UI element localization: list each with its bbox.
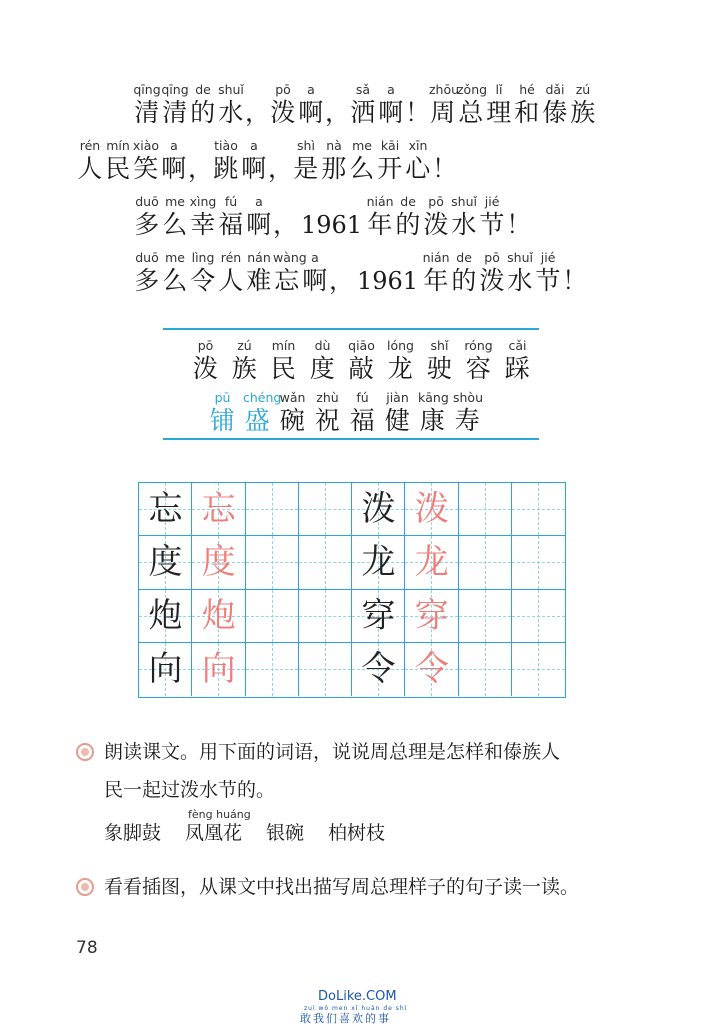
pinyin: me	[352, 138, 372, 153]
pinyin: zú	[575, 82, 591, 97]
exercise-1-line-1: 朗读课文。用下面的词语，说说周总理是怎样和傣族人	[104, 741, 561, 763]
grid-cell	[299, 483, 352, 536]
pinyin: a	[250, 138, 258, 153]
model-character: 向	[148, 648, 183, 689]
ruby-word	[320, 138, 348, 185]
pinyin: mín	[271, 338, 296, 353]
poem-line-4	[133, 250, 586, 297]
hanzi: 节	[535, 266, 561, 295]
grid-cell	[512, 643, 565, 696]
hanzi: 啊	[161, 154, 187, 183]
hanzi: 啊	[241, 154, 267, 183]
pinyin: me	[165, 194, 185, 209]
hanzi: 多	[134, 210, 160, 239]
pinyin: wǎn	[279, 390, 306, 405]
model-character: 度	[148, 542, 183, 583]
ruby-word	[190, 338, 221, 385]
pinyin: xīn	[408, 138, 428, 153]
ruby-word	[463, 338, 494, 385]
ruby-word	[569, 82, 597, 129]
hanzi: 忘	[274, 266, 300, 295]
ruby-word	[485, 82, 513, 129]
hanzi: 么	[162, 266, 188, 295]
ruby-word	[217, 250, 245, 297]
hanzi: 和	[514, 98, 540, 127]
hanzi: 祝	[314, 406, 341, 435]
pinyin: pō	[197, 338, 214, 353]
ruby-word	[513, 82, 541, 129]
hanzi: 健	[384, 406, 411, 435]
pinyin: kāng	[418, 390, 449, 405]
hanzi: 的	[190, 98, 216, 127]
hanzi: 碗	[279, 406, 306, 435]
pinyin: kāi	[380, 138, 400, 153]
pinyin: sǎ	[355, 82, 371, 97]
exercise-1-bullet-icon	[76, 743, 94, 761]
hanzi: 啊	[246, 210, 272, 239]
trace-character: 向	[201, 648, 236, 689]
pinyin: shuǐ	[451, 194, 477, 209]
ruby-word	[268, 338, 299, 385]
pinyin: de	[195, 82, 211, 97]
exercise-2-text: 看看插图，从课文中找出描写周总理样子的句子读一读。	[104, 876, 580, 898]
ruby-word	[424, 338, 455, 385]
pinyin: shǐ	[430, 338, 449, 353]
hanzi: 是	[293, 154, 319, 183]
hanzi: 多	[134, 266, 160, 295]
hanzi: 水	[451, 210, 477, 239]
hanzi: 年	[423, 266, 449, 295]
pinyin: xìng	[189, 194, 217, 209]
hanzi: 福	[218, 210, 244, 239]
ruby-word	[240, 138, 268, 185]
poem-line-3	[133, 194, 530, 241]
ruby-word	[376, 138, 404, 185]
hanzi: 龙	[387, 354, 414, 383]
ruby-word	[422, 250, 450, 297]
ruby-word	[385, 338, 416, 385]
ruby-word	[450, 194, 478, 241]
trace-character: 泼	[414, 489, 449, 529]
pinyin: nà	[326, 138, 342, 153]
hanzi: 那	[321, 154, 347, 183]
pinyin: shuǐ	[218, 82, 244, 97]
hanzi: 傣	[542, 98, 568, 127]
ruby-word	[161, 250, 189, 297]
grid-cell	[299, 643, 352, 696]
hanzi: 族	[231, 354, 258, 383]
ruby-word	[404, 138, 432, 185]
year-number: 1961	[357, 267, 419, 295]
ruby-word	[292, 138, 320, 185]
pinyin: a	[387, 82, 395, 97]
hanzi: 民	[105, 154, 131, 183]
grid-cell	[459, 536, 512, 589]
pinyin: duō	[135, 250, 159, 265]
punctuation: ，	[268, 154, 294, 183]
pinyin: nián	[366, 194, 394, 209]
pinyin: nán	[247, 250, 271, 265]
ruby-word	[273, 250, 307, 297]
hanzi: 开	[377, 154, 403, 183]
hanzi: 清	[134, 98, 160, 127]
ruby-word	[301, 250, 329, 297]
hanzi: 啊	[302, 266, 328, 295]
pinyin: pō	[484, 250, 500, 265]
hanzi: 幸	[190, 210, 216, 239]
grid-cell	[459, 483, 512, 536]
exercise-1-line-2: 民一起过泼水节的。	[104, 779, 276, 801]
hanzi: 心	[405, 154, 431, 183]
punctuation: ！	[405, 98, 431, 127]
hanzi: 洒	[350, 98, 376, 127]
ruby-word	[457, 82, 488, 129]
hanzi: 泼	[270, 98, 296, 127]
vocab-row-1	[190, 338, 541, 385]
pinyin: zhōu	[429, 82, 460, 97]
writing-grid	[138, 482, 566, 698]
ruby-word	[422, 194, 450, 241]
hanzi: 泼	[423, 210, 449, 239]
ruby-word	[394, 194, 422, 241]
grid-cell	[512, 536, 565, 589]
pinyin: lǐ	[495, 82, 503, 97]
ruby-word	[307, 338, 338, 385]
ruby-word	[132, 138, 160, 185]
model-character: 炮	[148, 595, 183, 636]
ruby-word	[383, 390, 412, 437]
trace-character: 龙	[414, 542, 449, 583]
pinyin: a	[307, 82, 315, 97]
pinyin: róng	[464, 338, 493, 353]
hanzi: 的	[395, 210, 421, 239]
hanzi: 总	[458, 98, 484, 127]
word-item: 象脚鼓	[104, 822, 162, 844]
word-item: 银碗	[266, 822, 305, 844]
hanzi: 寿	[454, 406, 481, 435]
pinyin: shì	[297, 138, 315, 153]
pinyin: a	[170, 138, 178, 153]
exercise-1-words	[104, 818, 385, 848]
ruby-word	[506, 250, 534, 297]
poem-line-1	[133, 82, 597, 129]
watermark-text: 敢我们喜欢的事	[300, 1012, 391, 1025]
ruby-word	[217, 82, 245, 129]
ruby-word	[161, 194, 189, 241]
pinyin: pō	[275, 82, 291, 97]
hanzi: 水	[507, 266, 533, 295]
hanzi: 啊	[378, 98, 404, 127]
hanzi: 人	[218, 266, 244, 295]
pinyin: de	[400, 194, 416, 209]
pinyin: zú	[237, 338, 252, 353]
grid-cell	[246, 536, 299, 589]
hanzi: 民	[270, 354, 297, 383]
pinyin: duō	[135, 194, 159, 209]
hanzi: 泼	[479, 266, 505, 295]
hanzi: 节	[479, 210, 505, 239]
hanzi: 驶	[426, 354, 453, 383]
grid-cell	[246, 483, 299, 536]
pinyin: a	[255, 194, 263, 209]
pinyin: rén	[220, 250, 242, 265]
pinyin: rén	[79, 138, 101, 153]
ruby-word	[418, 390, 447, 437]
ruby-word	[348, 138, 376, 185]
hanzi: 清	[162, 98, 188, 127]
ruby-word	[189, 250, 217, 297]
grid-cell	[459, 643, 512, 696]
punctuation: ，	[188, 154, 214, 183]
punctuation: ，	[329, 266, 355, 295]
hanzi: 的	[451, 266, 477, 295]
pinyin: nián	[422, 250, 450, 265]
hanzi: 笑	[133, 154, 159, 183]
model-character: 忘	[148, 489, 183, 529]
pinyin: pū	[214, 390, 231, 405]
hanzi: 水	[218, 98, 244, 127]
ruby-word	[208, 390, 237, 437]
ruby-word	[189, 82, 217, 129]
grid-cell	[246, 590, 299, 643]
pinyin: zǒng	[457, 82, 488, 97]
pinyin: qīng	[161, 82, 189, 97]
word-item: 柏树枝	[328, 822, 386, 844]
ruby-word	[133, 194, 161, 241]
pinyin: jiàn	[386, 390, 409, 405]
hanzi: 踩	[504, 354, 531, 383]
trace-character: 令	[414, 648, 449, 689]
ruby-word	[76, 138, 104, 185]
punctuation: ！	[506, 210, 532, 239]
ruby-word	[133, 250, 161, 297]
grid-cell	[512, 590, 565, 643]
page-number: 78	[76, 938, 98, 958]
pinyin: de	[456, 250, 472, 265]
hanzi: 么	[349, 154, 375, 183]
grid-cell	[459, 590, 512, 643]
trace-character: 穿	[414, 595, 449, 636]
hanzi: 年	[367, 210, 393, 239]
ruby-word	[212, 138, 240, 185]
vocab-row-2	[208, 390, 488, 437]
year-number: 1961	[301, 211, 363, 239]
vocab-bottom-rule	[163, 438, 539, 440]
ruby-word	[313, 390, 342, 437]
ruby-word	[104, 138, 132, 185]
model-character: 泼	[361, 489, 396, 529]
grid-cell	[512, 483, 565, 536]
pinyin: mín	[106, 138, 130, 153]
hanzi: 康	[419, 406, 446, 435]
trace-character: 忘	[201, 489, 236, 529]
ruby-word	[160, 138, 188, 185]
pinyin: dù	[314, 338, 331, 353]
pinyin: qiāo	[348, 338, 375, 353]
ruby-word	[450, 250, 478, 297]
pinyin: pō	[428, 194, 444, 209]
hanzi: 令	[190, 266, 216, 295]
pinyin: chéng	[243, 390, 282, 405]
trace-character: 度	[201, 542, 236, 583]
pinyin: shuǐ	[507, 250, 533, 265]
punctuation: ！	[432, 154, 458, 183]
vocab-top-rule	[163, 328, 539, 330]
punctuation: ，	[325, 98, 351, 127]
watermark-site: DoLike.COM	[318, 989, 397, 1004]
hanzi: 容	[465, 354, 492, 383]
pinyin: dǎi	[545, 82, 565, 97]
hanzi: 福	[349, 406, 376, 435]
ruby-word	[377, 82, 405, 129]
pinyin: xiào	[132, 138, 160, 153]
pinyin: lìng	[191, 250, 215, 265]
ruby-word	[346, 338, 377, 385]
hanzi: 人	[77, 154, 103, 183]
trace-character: 炮	[201, 595, 236, 636]
ruby-word	[534, 250, 562, 297]
pinyin: qīng	[133, 82, 161, 97]
pinyin: jié	[484, 194, 500, 209]
ruby-word	[541, 82, 569, 129]
poem-line-2	[76, 138, 456, 185]
pinyin: a	[311, 250, 319, 265]
word-item: 凤凰花	[185, 822, 243, 844]
ruby-word	[429, 82, 460, 129]
hanzi: 盛	[244, 406, 271, 435]
punctuation: ！	[562, 266, 588, 295]
hanzi: 么	[162, 210, 188, 239]
ruby-word	[245, 194, 273, 241]
ruby-word	[245, 250, 273, 297]
model-character: 龙	[361, 542, 396, 583]
pinyin: tiào	[214, 138, 238, 153]
ruby-word	[478, 194, 506, 241]
model-character: 穿	[361, 595, 396, 636]
pinyin: jié	[540, 250, 556, 265]
hanzi: 族	[570, 98, 596, 127]
punctuation: ，	[273, 210, 299, 239]
pinyin: me	[165, 250, 185, 265]
ruby-word	[189, 194, 217, 241]
pinyin: hé	[519, 82, 535, 97]
hanzi: 难	[246, 266, 272, 295]
hanzi: 泼	[192, 354, 219, 383]
exercise-1-word-pinyin: fèng huáng	[188, 808, 251, 821]
ruby-word	[349, 82, 377, 129]
ruby-word	[161, 82, 189, 129]
pinyin: shòu	[453, 390, 484, 405]
pinyin: fú	[224, 194, 238, 209]
ruby-word	[243, 390, 282, 437]
ruby-word	[502, 338, 533, 385]
punctuation: ，	[245, 98, 271, 127]
pinyin: lóng	[387, 338, 414, 353]
grid-cell	[299, 590, 352, 643]
pinyin: cǎi	[508, 338, 527, 353]
ruby-word	[366, 194, 394, 241]
pinyin: zhù	[316, 390, 339, 405]
ruby-word	[348, 390, 377, 437]
pinyin: wàng	[273, 250, 307, 265]
exercise-2-bullet-icon	[76, 878, 94, 896]
ruby-word	[297, 82, 325, 129]
hanzi: 铺	[209, 406, 236, 435]
ruby-word	[269, 82, 297, 129]
hanzi: 跳	[213, 154, 239, 183]
hanzi: 理	[486, 98, 512, 127]
model-character: 令	[361, 648, 396, 689]
hanzi: 敲	[348, 354, 375, 383]
hanzi: 度	[309, 354, 336, 383]
ruby-word	[278, 390, 307, 437]
grid-cell	[299, 536, 352, 589]
watermark-pinyin: zuì wǒ men xǐ huān de shì	[304, 1005, 408, 1012]
hanzi: 啊	[298, 98, 324, 127]
ruby-word	[229, 338, 260, 385]
pinyin: fú	[356, 390, 369, 405]
ruby-word	[453, 390, 482, 437]
grid-cell	[246, 643, 299, 696]
ruby-word	[217, 194, 245, 241]
hanzi: 周	[430, 98, 456, 127]
ruby-word	[133, 82, 161, 129]
ruby-word	[478, 250, 506, 297]
